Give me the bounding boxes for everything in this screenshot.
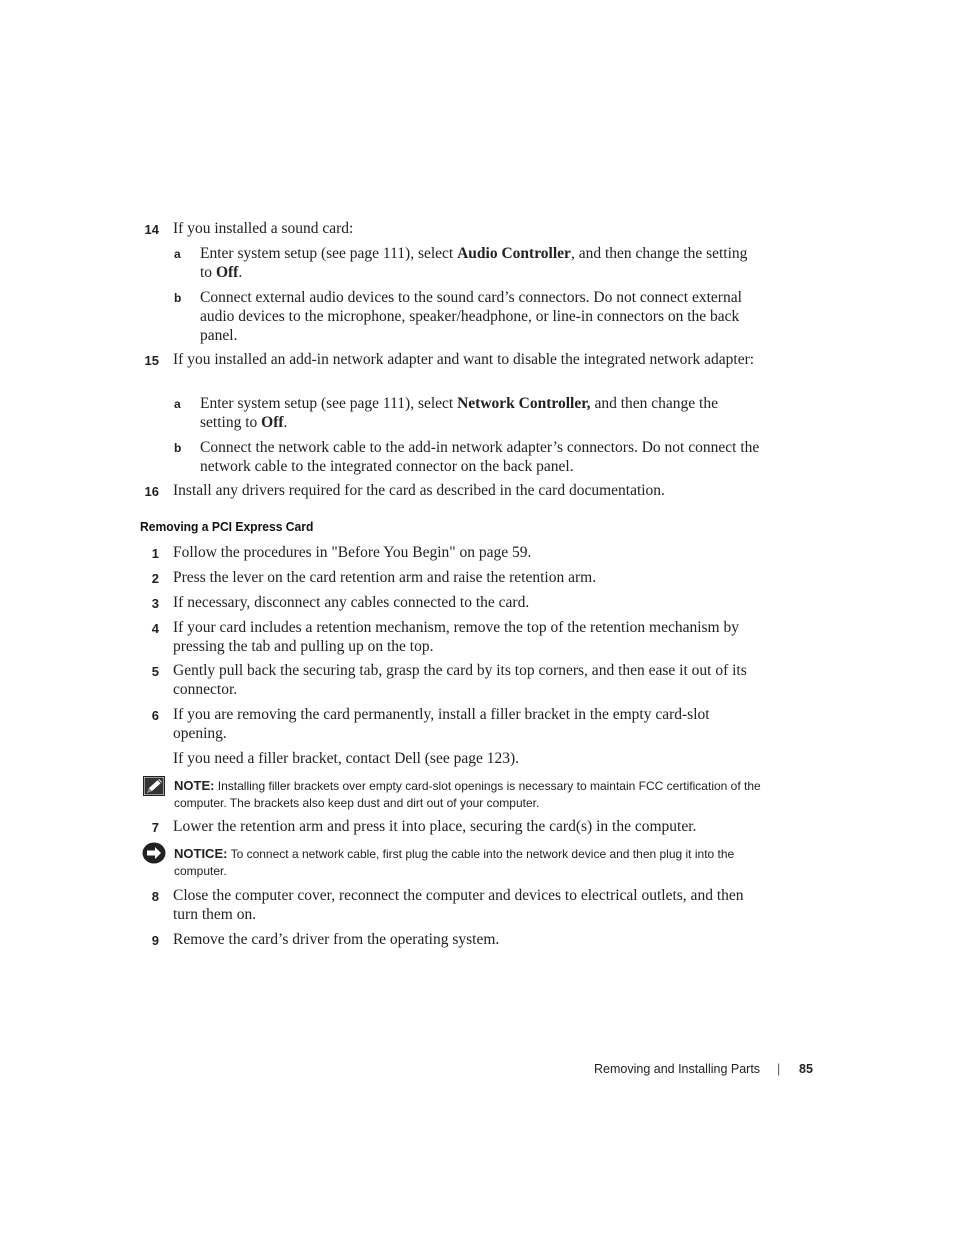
footer-separator: | (777, 1062, 781, 1076)
section-heading: Removing a PCI Express Card (140, 519, 314, 534)
step-text: Lower the retention arm and press it into place, securing the card(s) in the computer. (173, 818, 697, 835)
substep-letter: a (174, 247, 181, 261)
step-text: If your card includes a retention mechanism, remove the top of the retention mechanism by pressing the tab and pulling up on the top. (173, 619, 739, 655)
step-text: Press the lever on the card retention arm and raise the retention arm. (173, 569, 597, 586)
substep-text: Connect external audio devices to the sound card’s connectors. Do not connect external audio devices to the microphone, speaker/headphone, or line-in connectors on the back panel. (200, 289, 742, 344)
step-text: If necessary, disconnect any cables connected to the card. (173, 594, 530, 611)
note-label: NOTE: (174, 778, 215, 793)
substep-text: Connect the network cable to the add-in network adapter’s connectors. Do not connect the network cable to the integrated connector on the back panel. (200, 439, 760, 475)
step-text: Install any drivers required for the card as described in the card documentation. (173, 482, 665, 499)
substep-letter: b (174, 441, 182, 455)
step-text: Remove the card’s driver from the operating system. (173, 931, 500, 948)
step-number: 5 (151, 664, 159, 679)
step-text: Gently pull back the securing tab, grasp the card by its top corners, and then ease it out of its connector. (173, 662, 747, 698)
note-text: Installing filler brackets over empty card-slot openings is necessary to maintain FCC certification of the computer. The brackets also keep dust and dirt out of your computer. (174, 779, 761, 810)
step-number: 15 (144, 353, 159, 368)
note-callout (174, 777, 762, 812)
notice-callout (174, 845, 762, 880)
step-number: 7 (151, 820, 159, 835)
step-number: 2 (151, 571, 159, 586)
substep-letter: a (174, 397, 181, 411)
notice-text: To connect a network cable, first plug the cable into the network device and then plug it into the computer. (174, 847, 735, 878)
step-number: 1 (151, 546, 159, 561)
step-text: If you are removing the card permanently, install a filler bracket in the empty card-slot opening. (173, 706, 710, 742)
footer-section-title: Removing and Installing Parts (594, 1062, 761, 1076)
step-text: If you need a filler bracket, contact Dell (see page 123). (173, 750, 520, 767)
step-number: 4 (151, 621, 159, 636)
step-text: Close the computer cover, reconnect the computer and devices to electrical outlets, and then turn them on. (173, 887, 744, 923)
notice-arrow-icon (142, 842, 166, 864)
step-number: 3 (151, 596, 159, 611)
substep-text: Enter system setup (see page 111), select Network Controller, and then change the setting to Off. (200, 395, 718, 431)
page-number: 85 (799, 1062, 813, 1076)
notice-label: NOTICE: (174, 846, 228, 861)
step-number: 8 (151, 889, 159, 904)
step-number: 16 (144, 484, 159, 499)
step-number: 9 (151, 933, 159, 948)
pencil-note-icon (143, 776, 165, 796)
step-text: If you installed a sound card: (173, 220, 354, 237)
step-number: 6 (151, 708, 159, 723)
substep-text: Enter system setup (see page 111), select Audio Controller, and then change the setting to Off. (200, 245, 748, 281)
substep-letter: b (174, 291, 182, 305)
step-text: If you installed an add-in network adapter and want to disable the integrated network adapter: (173, 351, 755, 368)
step-number: 14 (144, 222, 159, 237)
step-text: Follow the procedures in "Before You Begin" on page 59. (173, 544, 532, 561)
